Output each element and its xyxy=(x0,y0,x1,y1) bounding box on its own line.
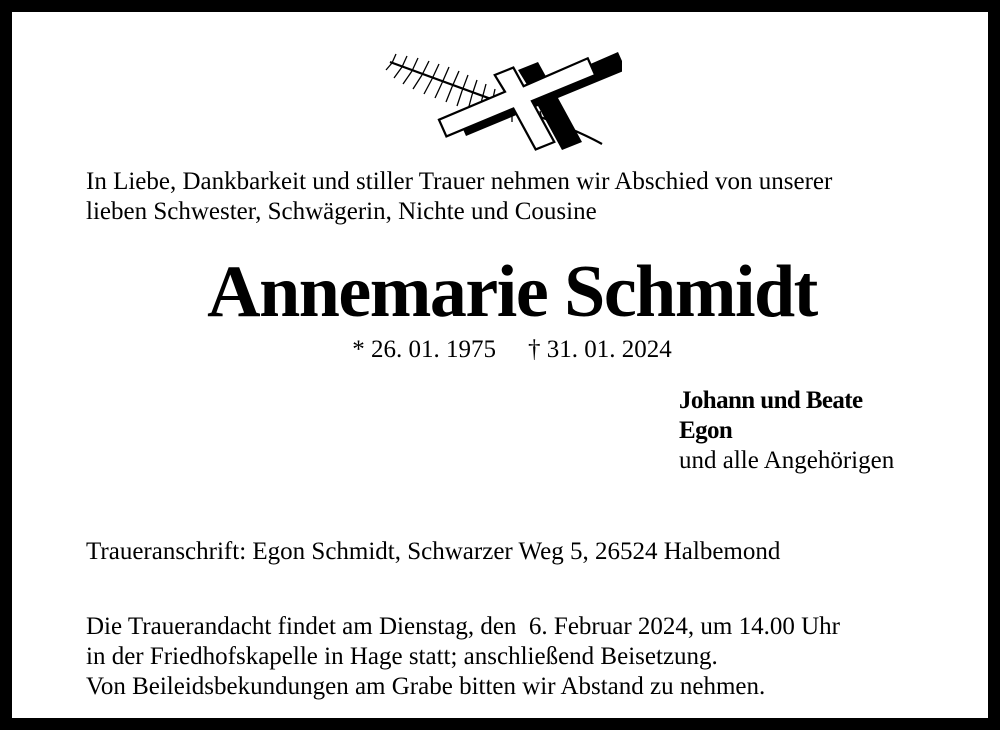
mourner-name: Johann und Beate xyxy=(679,387,863,414)
cross-with-palm-frond-icon xyxy=(382,52,622,152)
deceased-name: Annemarie Schmidt xyxy=(207,251,817,333)
birth-date: * 26. 01. 1975 xyxy=(352,336,496,363)
intro-line: lieben Schwester, Schwägerin, Nichte und Cousine xyxy=(86,198,597,225)
death-date: † 31. 01. 2024 xyxy=(528,336,672,363)
service-details xyxy=(86,612,966,702)
intro-line: In Liebe, Dankbarkeit und stiller Trauer nehmen wir Abschied von unserer xyxy=(86,168,833,195)
mourning-address: Traueranschrift: Egon Schmidt, Schwarzer Weg 5, 26524 Halbemond xyxy=(86,538,781,565)
mourners-list xyxy=(679,386,979,476)
service-line: in der Friedhofskapelle in Hage statt; anschließend Beisetzung. xyxy=(86,643,718,670)
mourner-name: Egon xyxy=(679,417,733,444)
mourner-name: und alle Angehörigen xyxy=(679,447,895,474)
life-dates xyxy=(12,335,1000,365)
service-line: Die Trauerandacht findet am Dienstag, den 6. Februar 2024, um 14.00 Uhr xyxy=(86,613,841,640)
service-line: Von Beileidsbekundungen am Grabe bitten wir Abstand zu nehmen. xyxy=(86,673,766,700)
intro-text xyxy=(86,167,966,227)
